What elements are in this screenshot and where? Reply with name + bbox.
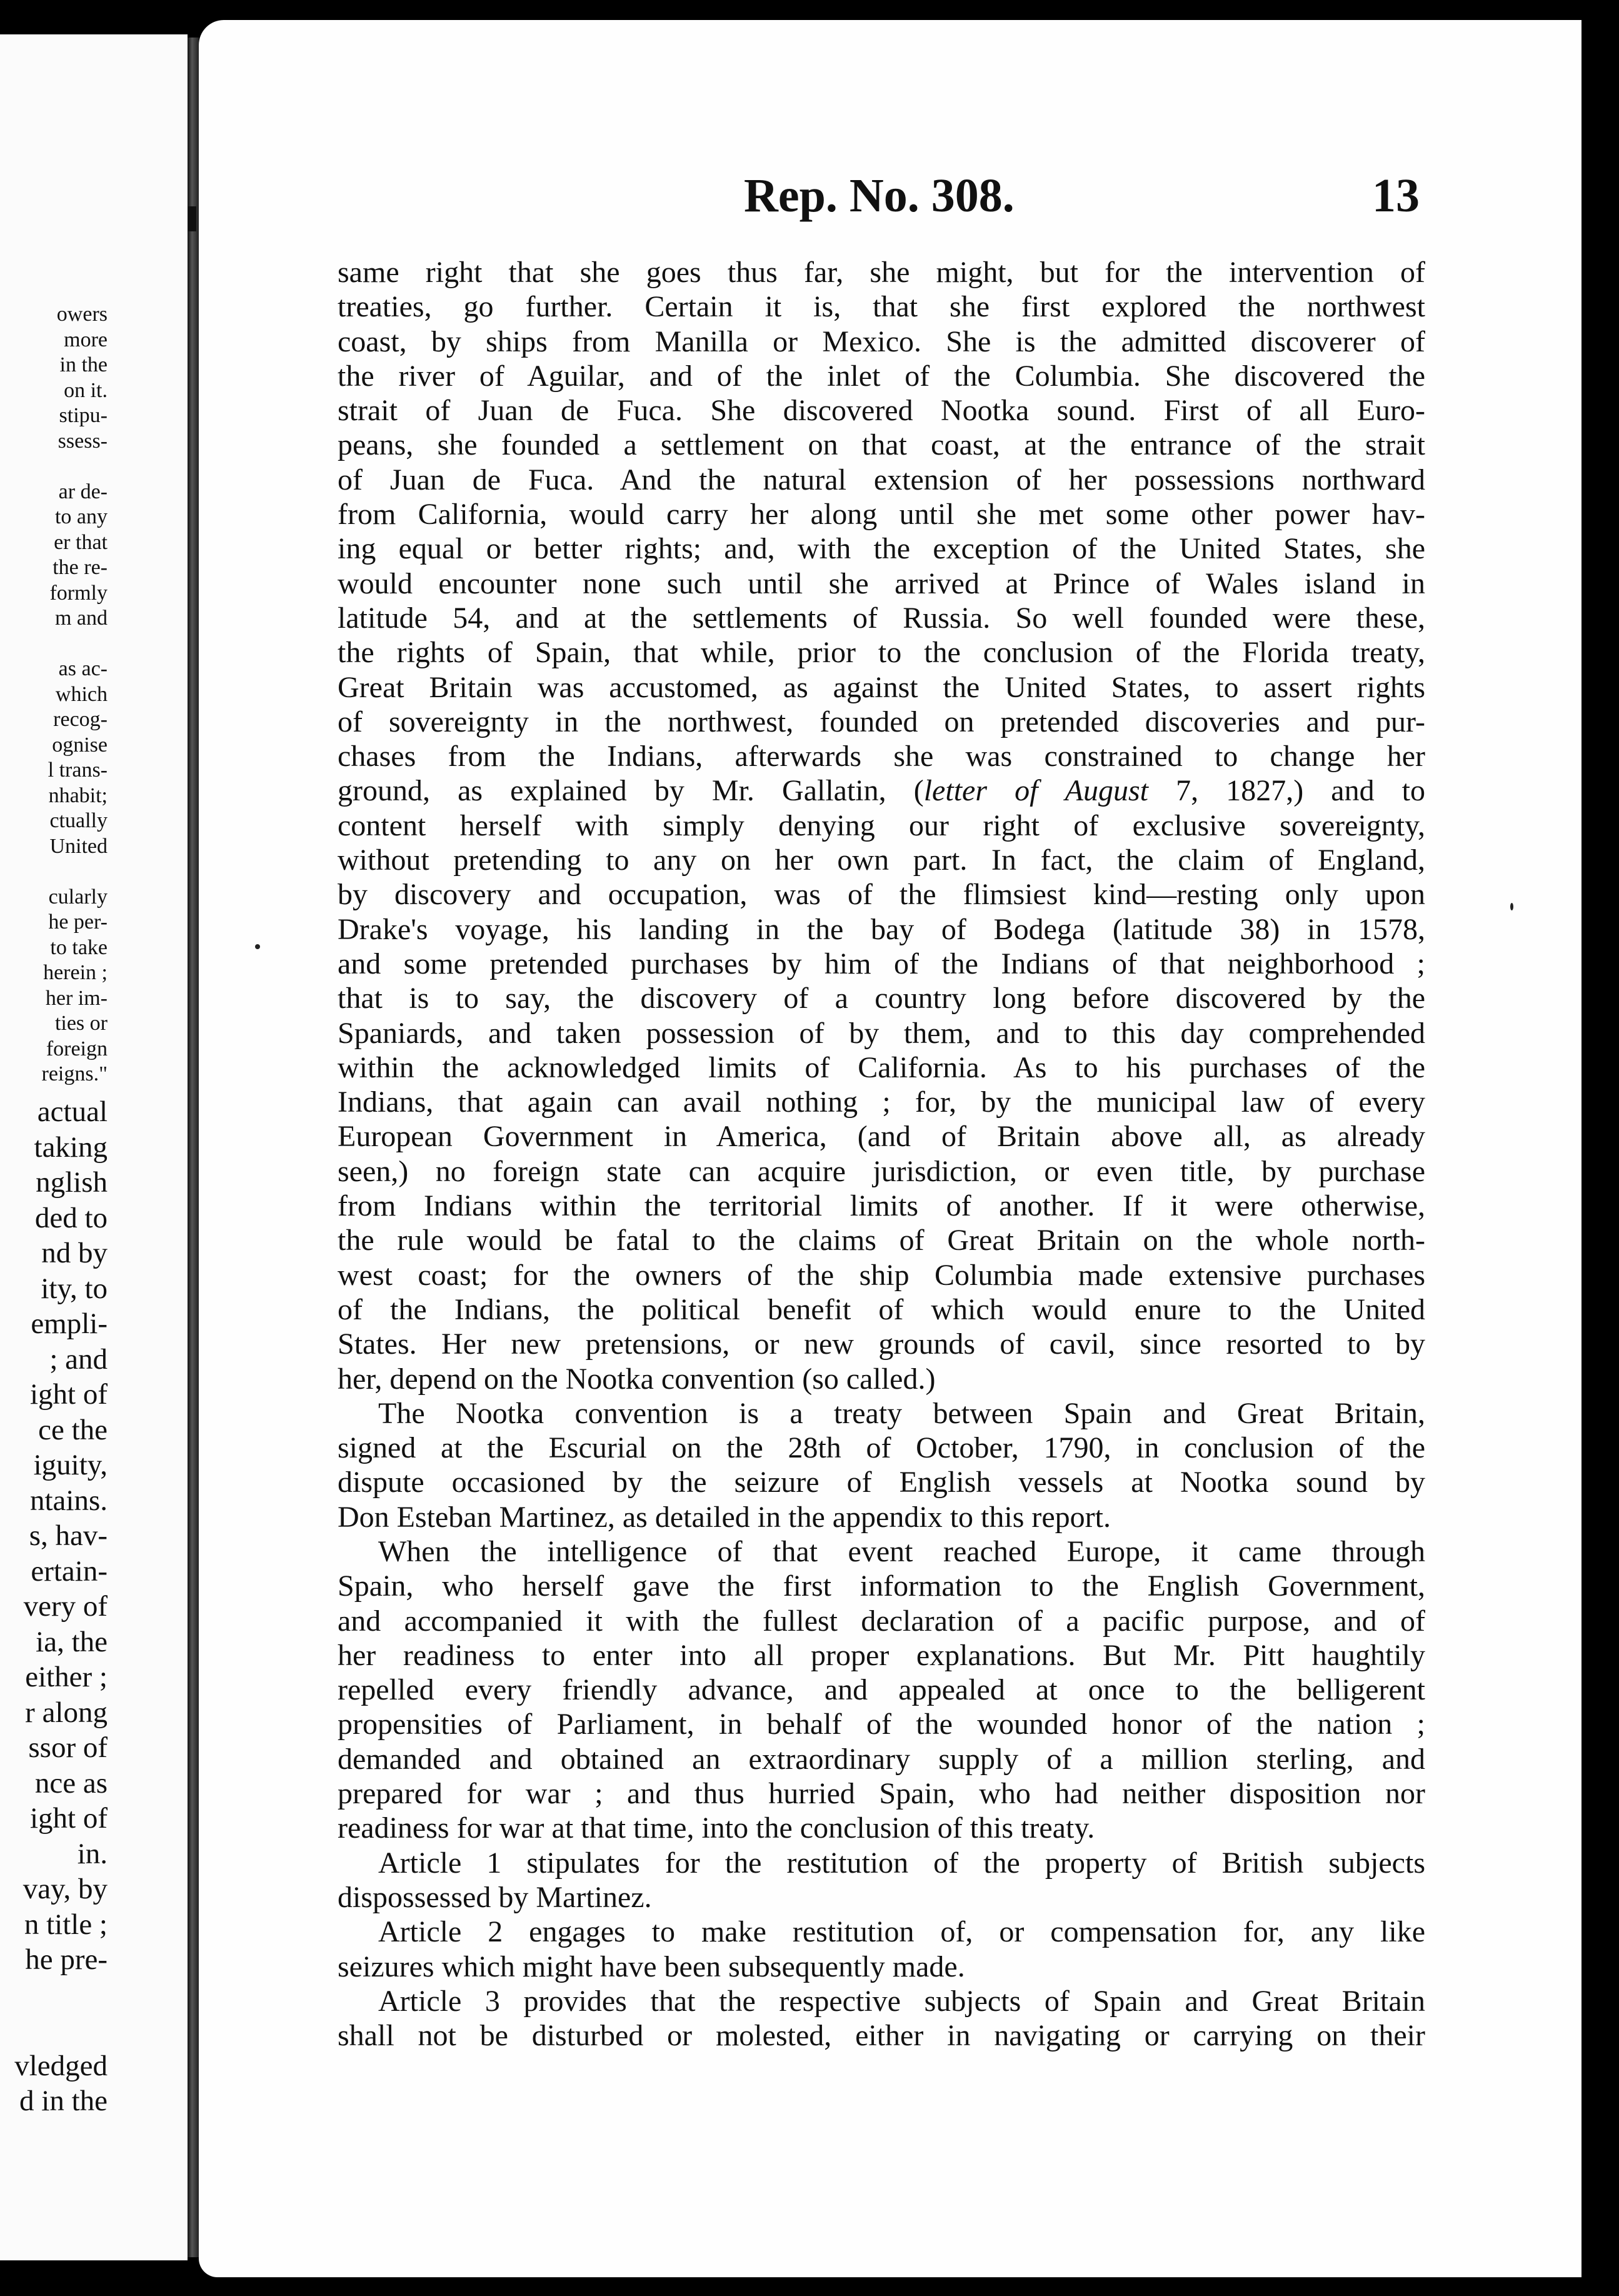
speck-mark [1510, 903, 1513, 910]
text-line: dispute occasioned by the seizure of English vessels at Nootka sound by [338, 1466, 1425, 1499]
text-line: Article 1 stipulates for the restitution of the property of British subjects [378, 1846, 1425, 1880]
text-line: which [55, 682, 108, 706]
text-line: repelled every friendly advance, and appealed at once to the belligerent [338, 1673, 1425, 1707]
text-line: and some pretended purchases by him of the Indians of that neighborhood ; [338, 947, 1425, 980]
text-line: either ; [25, 1661, 108, 1693]
text-line: her im- [45, 986, 108, 1010]
text-line [0, 632, 108, 657]
text-line: to any [54, 505, 108, 528]
text-line: from California, would carry her along until she met some other power hav- [338, 498, 1425, 531]
text-line: content herself with simply denying our right of exclusive sovereignty, [338, 808, 1425, 842]
text-line: ing equal or better rights; and, with the exception of the United States, she [338, 532, 1425, 566]
text-line: the rule would be fatal to the claims of Great Britain on the whole north- [338, 1224, 1425, 1257]
text-line: and accompanied it with the fullest declaration of a pacific purpose, and of [338, 1604, 1425, 1638]
text-line: Spain, who herself gave the first information to the English Government, [338, 1569, 1425, 1603]
text-line: United [49, 834, 108, 858]
left-margin-small-text [0, 302, 108, 1087]
text-line: Great Britain was accustomed, as against the United States, to assert rights [338, 670, 1425, 704]
text-line: dispossessed by Martinez. [338, 1880, 652, 1914]
text-line: ties or [54, 1012, 108, 1035]
page-gutter [188, 38, 199, 2257]
text-span: 7, 1827,) and to [1148, 774, 1425, 808]
text-line: coast, by ships from Manilla or Mexico. She is the admitted discoverer of [338, 325, 1425, 358]
text-line [0, 859, 108, 885]
text-line: Article 3 provides that the respective subjects of Spain and Great Britain [378, 1984, 1425, 2018]
text-line: ognise [52, 733, 108, 757]
text-line: European Government in America, (and of Britain above all, as already [338, 1120, 1425, 1154]
text-line: m and [54, 607, 108, 630]
text-line: d in the [19, 2085, 108, 2117]
text-line: that is to say, the discovery of a country long before discovered by the [338, 982, 1425, 1015]
text-line: cularly [48, 885, 108, 909]
text-line: nhabit; [48, 783, 108, 807]
text-line: shall not be disturbed or molested, either in navigating or carrying on their [338, 2019, 1425, 2053]
text-line: her readiness to enter into all proper explanations. But Mr. Pitt haughtily [338, 1638, 1425, 1672]
text-line: reigns." [41, 1062, 108, 1085]
text-line: ; and [49, 1342, 108, 1376]
left-margin-large-text [0, 1094, 108, 2119]
text-line: seen,) no foreign state can acquire jurisdiction, or even title, by purchase [338, 1154, 1425, 1188]
text-line: Indians, that again can avail nothing ; for, by the municipal law of every [338, 1085, 1425, 1119]
text-line: Drake's voyage, his landing in the bay of Bodega (latitude 38) in 1578, [338, 912, 1425, 946]
text-line: owers [56, 303, 108, 326]
text-line: by discovery and occupation, was of the flimsiest kind—resting only upon [338, 878, 1425, 912]
text-line: within the acknowledged limits of California. As to his purchases of the [338, 1050, 1425, 1084]
text-line: nce as [34, 1766, 108, 1800]
text-line: Don Esteban Martinez, as detailed in the appendix to this report. [338, 1500, 1111, 1534]
text-line: same right that she goes thus far, she might, but for the intervention of [338, 256, 1425, 289]
text-line: stipu- [59, 404, 108, 427]
text-line: her, depend on the Nootka convention (so called.) [338, 1362, 936, 1396]
text-line: he per- [48, 910, 108, 934]
text-line: ded to [34, 1201, 108, 1234]
text-line: ar de- [58, 480, 108, 503]
text-line: ntains. [29, 1484, 108, 1517]
text-line: iguity, [33, 1449, 108, 1481]
text-line: r along [25, 1696, 108, 1729]
text-line: recog- [53, 708, 108, 731]
text-line: would encounter none such until she arrived at Prince of Wales island in [338, 566, 1425, 600]
text-line: ssess- [58, 429, 108, 453]
text-line: the river of Aguilar, and of the inlet of the Columbia. She discovered the [338, 359, 1425, 393]
text-line: from Indians within the territorial limits of another. If it were otherwise, [338, 1189, 1425, 1223]
report-number: Rep. No. 308. [744, 169, 1015, 222]
text-line: Article 2 engages to make restitution of, or compensation for, any like [378, 1915, 1425, 1949]
text-line: Spaniards, and taken possession of by them, and to this day comprehended [338, 1016, 1425, 1050]
text-line: he pre- [25, 1943, 108, 1976]
text-line [0, 454, 108, 480]
text-line: treaties, go further. Certain it is, that she first explored the northwest [338, 290, 1425, 324]
text-line: signed at the Escurial on the 28th of October, 1790, in conclusion of the [338, 1431, 1425, 1465]
text-line: ight of [29, 1378, 108, 1411]
left-facing-page [0, 34, 188, 2260]
text-line: peans, she founded a settlement on that coast, at the entrance of the strait [338, 428, 1425, 462]
speck-mark [255, 944, 260, 949]
text-line: strait of Juan de Fuca. She discovered Nootka sound. First of all Euro- [338, 394, 1425, 428]
text-line: ctually [49, 809, 108, 832]
text-line: demanded and obtained an extraordinary supply of a million sterling, and [338, 1742, 1425, 1776]
text-line: of the Indians, the political benefit of which would enure to the United [338, 1292, 1425, 1326]
text-line: the re- [53, 556, 108, 579]
text-line: s, hav- [29, 1519, 108, 1552]
text-line: in the [59, 353, 108, 376]
text-line: on it. [64, 378, 108, 402]
text-line: nglish [36, 1166, 108, 1199]
text-line: taking [34, 1130, 108, 1164]
text-line: latitude 54, and at the settlements of Russia. So well founded were these, [338, 601, 1425, 635]
text-span: ground, as explained by Mr. Gallatin, ( [338, 774, 924, 808]
body-text [338, 255, 1425, 2053]
text-line: formly [49, 581, 108, 605]
text-line: ia, the [36, 1625, 108, 1658]
page-header [0, 169, 1619, 225]
italic-citation: letter of August [923, 774, 1149, 808]
text-line: vledged [14, 2049, 108, 2082]
text-line: empli- [31, 1307, 108, 1340]
text-line: ce the [38, 1413, 108, 1446]
text-line: ssor of [28, 1731, 108, 1764]
text-line: ertain- [31, 1554, 108, 1588]
text-line: The Nootka convention is a treaty between Spain and Great Britain, [378, 1396, 1425, 1430]
text-line: States. Her new pretensions, or new grounds of cavil, since resorted to by [338, 1327, 1425, 1361]
text-line: ity, to [41, 1272, 108, 1305]
text-line: propensities of Parliament, in behalf of the wounded honor of the nation ; [338, 1708, 1425, 1741]
text-line: the rights of Spain, that while, prior to the conclusion of the Florida treaty, [338, 636, 1425, 670]
text-line: foreign [46, 1037, 108, 1060]
text-line: chases from the Indians, afterwards she was constrained to change her [338, 740, 1425, 773]
page-number: 13 [1372, 169, 1420, 222]
text-line: seizures which might have been subsequently made. [338, 1950, 965, 1983]
text-line: west coast; for the owners of the ship Columbia made extensive purchases [338, 1258, 1425, 1292]
text-line: in. [77, 1837, 108, 1870]
text-line [0, 1978, 108, 2013]
text-line: to take [50, 935, 108, 959]
text-line: of sovereignty in the northwest, founded on pretended discoveries and pur- [338, 705, 1425, 738]
text-line: very of [23, 1590, 108, 1623]
text-line: readiness for war at that time, into the conclusion of this treaty. [338, 1811, 1095, 1845]
text-line: n title ; [24, 1908, 108, 1941]
text-line: vay, by [23, 1873, 108, 1905]
text-line: l trans- [48, 758, 108, 782]
text-line: nd by [41, 1237, 108, 1269]
text-line-gallatin [338, 773, 1425, 808]
text-line: more [64, 328, 108, 351]
text-line: without pretending to any on her own part. In fact, the claim of England, [338, 843, 1425, 877]
text-line [0, 2013, 108, 2048]
text-line: prepared for war ; and thus hurried Spain, who had neither disposition nor [338, 1777, 1425, 1811]
text-line: herein ; [43, 961, 108, 984]
text-line: of Juan de Fuca. And the natural extension of her possessions northward [338, 463, 1425, 496]
text-line: er that [54, 530, 108, 554]
text-line: as ac- [58, 657, 108, 680]
text-line: ight of [29, 1802, 108, 1835]
text-line: When the intelligence of that event reached Europe, it came through [378, 1534, 1425, 1568]
text-line: actual [37, 1095, 108, 1128]
